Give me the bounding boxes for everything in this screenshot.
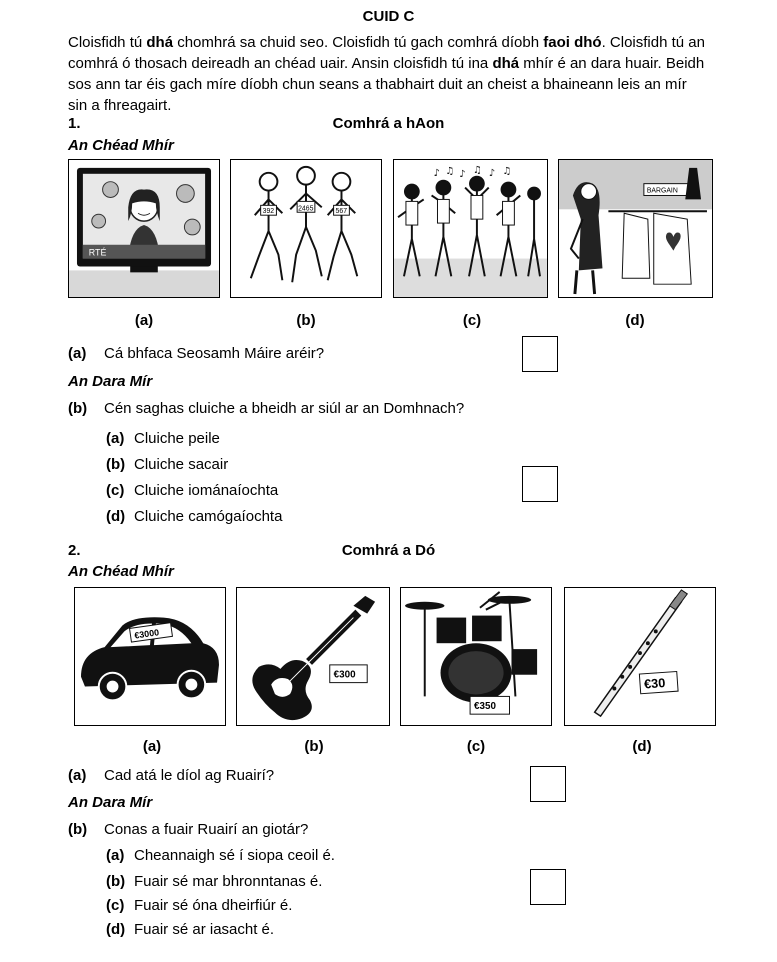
- guitar-icon: [237, 588, 389, 725]
- q2-part1-heading: An Chéad Mhír: [68, 563, 174, 580]
- q2-image-a-car[interactable]: [74, 587, 226, 726]
- shop-sign-text: BARGAIN: [646, 187, 678, 195]
- question-number-2: 2.: [68, 542, 81, 559]
- q2-question-a: (a) Cad atá le díol ag Ruairí?: [68, 767, 275, 784]
- q1-question-a: (a) Cá bhfaca Seosamh Máire aréir?: [68, 345, 325, 362]
- q1-image-b-runners[interactable]: [230, 159, 382, 298]
- whistle-price-tag: €30: [643, 675, 666, 692]
- q1-label-a: (a): [134, 312, 154, 329]
- q1-label-d: (d): [625, 312, 645, 329]
- svg-text:♪: ♪: [459, 168, 466, 180]
- bib-number-3: 567: [335, 208, 348, 216]
- svg-text:♪: ♪: [488, 167, 496, 179]
- guitar-price-tag: €300: [333, 669, 356, 681]
- q1-label-c: (c): [462, 312, 482, 329]
- q2-option: (a) Cheannaigh sé í siopa ceoil é.: [106, 847, 335, 864]
- svg-text:♪: ♪: [433, 167, 440, 179]
- q2-part2-heading: An Dara Mír: [68, 794, 153, 811]
- question-title-1: Comhrá a hAon: [332, 115, 445, 132]
- television-icon: [69, 160, 219, 297]
- question-title-2: Comhrá a Dó: [341, 542, 436, 559]
- q2-option: (b) Fuair sé mar bhronntanas é.: [106, 873, 323, 890]
- q2-option: (d) Fuair sé ar iasacht é.: [106, 921, 275, 938]
- q1-image-a-tv[interactable]: [68, 159, 220, 298]
- q2-label-d: (d): [632, 738, 652, 755]
- car-icon: [75, 588, 225, 725]
- drums-price-tag: €350: [474, 701, 496, 713]
- section-title: CUID C: [362, 8, 415, 25]
- q1-question-b: (b) Cén saghas cluiche a bheidh ar siúl ar an Domhnach?: [68, 400, 465, 417]
- q2-answer-box-b[interactable]: [530, 869, 566, 905]
- q2-label-b: (b): [304, 738, 324, 755]
- q1-option: (a) Cluiche peile: [106, 430, 220, 447]
- q1-part1-heading: An Chéad Mhír: [68, 137, 174, 154]
- runners-icon: [231, 160, 381, 297]
- question-number-1: 1.: [68, 115, 81, 132]
- q1-answer-box-a[interactable]: [522, 336, 558, 372]
- bib-number-2: 2465: [298, 205, 314, 213]
- svg-text:♫: ♫: [502, 165, 512, 177]
- svg-text:♫: ♫: [445, 165, 455, 177]
- q1-option: (c) Cluiche iománaíochta: [106, 482, 279, 499]
- svg-text:♫: ♫: [472, 164, 482, 176]
- q1-image-c-disco[interactable]: [393, 159, 548, 298]
- q1-image-d-shopping[interactable]: [558, 159, 713, 298]
- bib-number-1: 392: [262, 208, 275, 216]
- q1-option: (d) Cluiche camógaíochta: [106, 508, 283, 525]
- q2-question-b: (b) Conas a fuair Ruairí an giotár?: [68, 821, 309, 838]
- q2-image-d-tin-whistle[interactable]: [564, 587, 716, 726]
- tin-whistle-icon: [565, 588, 715, 725]
- q1-part2-heading: An Dara Mír: [68, 373, 153, 390]
- shopping-icon: [559, 160, 712, 297]
- intro-paragraph: Cloisfidh tú dhá chomhrá sa chuid seo. Cloisfidh tú gach comhrá díobh faoi dhó. Cloisfidh tú an comhrá ó thosach deireadh an chéad uair. Ansin cloisfidh tú ina dhá mhír é an dara huair. Beidh sos ann tar éis gach míre díobh chun seans a thabhairt duit an cheist a bhaineann leis an mír sin a fhreagairt.: [68, 34, 705, 114]
- q2-answer-box-a[interactable]: [530, 766, 566, 802]
- tv-logo-text: RTÉ: [88, 247, 107, 258]
- q2-image-b-guitar[interactable]: [236, 587, 390, 726]
- q2-label-c: (c): [466, 738, 486, 755]
- q2-option: (c) Fuair sé óna dheirfiúr é.: [106, 897, 293, 914]
- q2-image-c-drums[interactable]: [400, 587, 552, 726]
- q1-option: (b) Cluiche sacair: [106, 456, 229, 473]
- drum-kit-icon: [401, 588, 551, 725]
- q2-label-a: (a): [142, 738, 162, 755]
- q1-answer-box-b[interactable]: [522, 466, 558, 502]
- q1-label-b: (b): [296, 312, 316, 329]
- dancers-icon: [394, 160, 547, 297]
- car-price-tag: €3000: [133, 627, 160, 641]
